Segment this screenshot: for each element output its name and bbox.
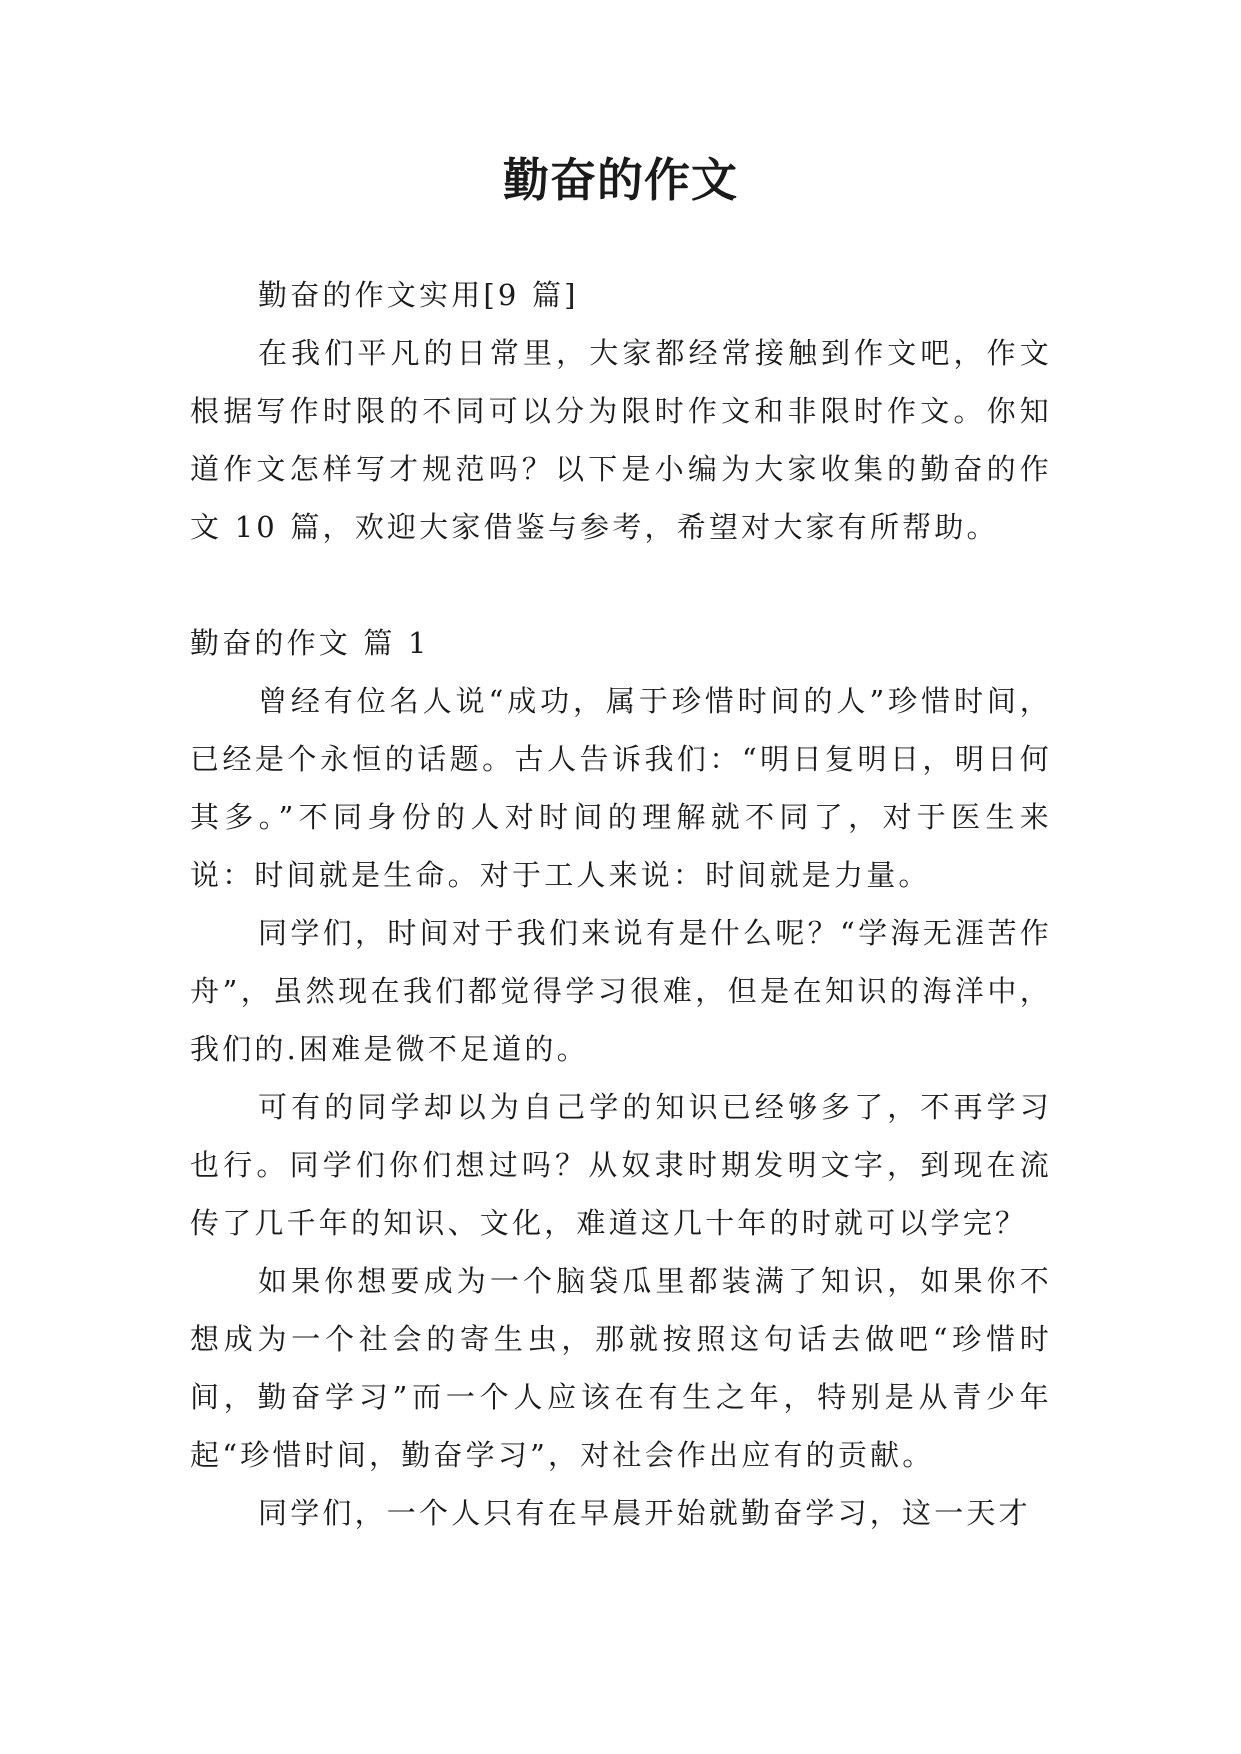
document-body xyxy=(190,266,1052,1542)
blank-line xyxy=(190,556,1052,614)
document-title: 勤奋的作文 xyxy=(503,153,738,207)
body-paragraph-5: 同学们，一个人只有在早晨开始就勤奋学习，这一天才 xyxy=(258,1496,1031,1530)
body-paragraph-1: 曾经有位名人说“成功，属于珍惜时间的人”珍惜时间，已经是个永恒的话题。古人告诉我们：“明日复明日，明日何其多。”不同身份的人对时间的理解就不同了，对于医生来说：时间就是生命。对于工人来说：时间就是力量。 xyxy=(190,684,1052,892)
body-paragraph-4: 如果你想要成为一个脑袋瓜里都装满了知识，如果你不想成为一个社会的寄生虫，那就按照这句话去做吧“珍惜时间，勤奋学习”而一个人应该在有生之年，特别是从青少年起“珍惜时间，勤奋学习”，对社会作出应有的贡献。 xyxy=(190,1264,1052,1472)
body-paragraph-2: 同学们，时间对于我们来说有是什么呢？“学海无涯苦作舟”，虽然现在我们都觉得学习很难，但是在知识的海洋中，我们的.困难是微不足道的。 xyxy=(190,916,1052,1066)
intro-paragraph: 在我们平凡的日常里，大家都经常接触到作文吧，作文根据写作时限的不同可以分为限时作文和非限时作文。你知道作文怎样写才规范吗？以下是小编为大家收集的勤奋的作文 10 篇，欢迎大家借鉴与参考，希望对大家有所帮助。 xyxy=(190,336,1052,544)
section-heading: 勤奋的作文 篇 1 xyxy=(190,626,430,660)
subtitle-line: 勤奋的作文实用[9 篇] xyxy=(258,278,579,312)
body-paragraph-3: 可有的同学却以为自己学的知识已经够多了，不再学习也行。同学们你们想过吗？从奴隶时期发明文字，到现在流传了几千年的知识、文化，难道这几十年的时就可以学完？ xyxy=(190,1090,1052,1240)
